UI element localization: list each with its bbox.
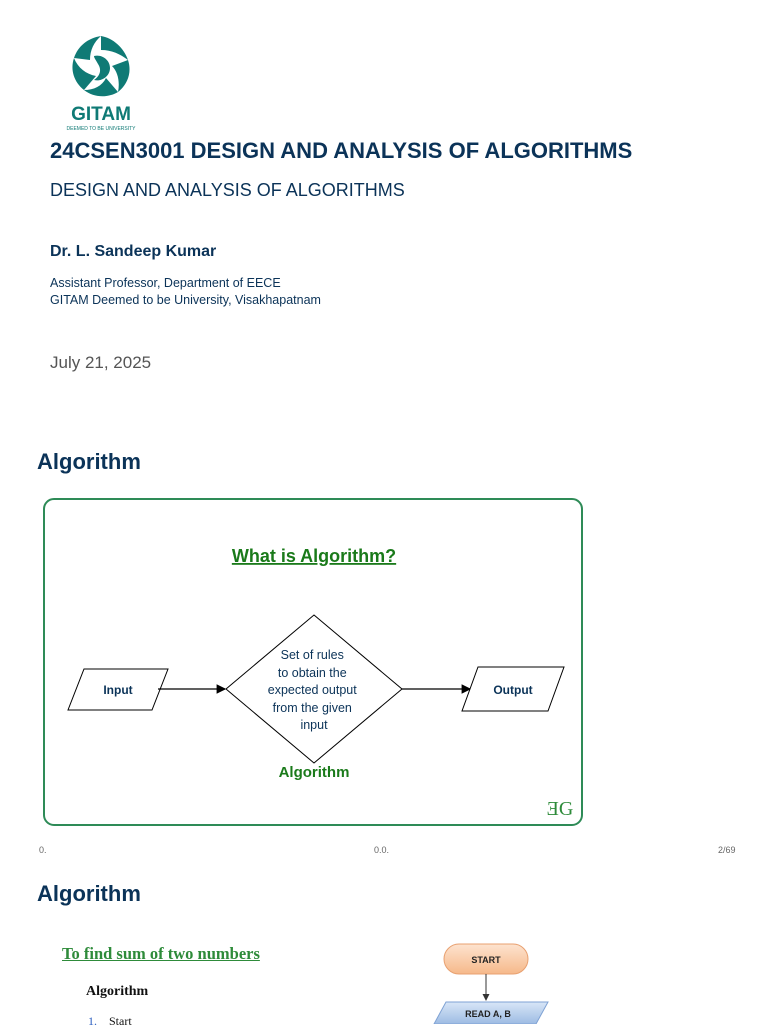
output-label: Output <box>493 683 533 697</box>
logo-text: GITAM <box>71 104 131 125</box>
slide-heading: Algorithm <box>37 449 141 474</box>
gitam-emblem-icon <box>58 26 144 134</box>
course-subtitle: DESIGN AND ANALYSIS OF ALGORITHMS <box>50 180 405 200</box>
diamond-text: Set of rules to obtain the expected output from the given input <box>267 648 357 732</box>
affiliation-line-1: Assistant Professor, Department of EECE <box>50 276 281 290</box>
watermark-logo: ƎG <box>546 798 574 820</box>
slide-heading: Algorithm <box>37 881 141 906</box>
input-label: Input <box>103 683 133 697</box>
page-number: 2/69 <box>718 845 736 855</box>
start-label: START <box>471 955 501 965</box>
footer-left: 0. <box>39 845 47 855</box>
algorithm-step <box>88 1014 132 1029</box>
algorithm-diagram <box>42 497 586 829</box>
algorithm-label: Algorithm <box>86 984 149 999</box>
step-number: 1. <box>88 1014 97 1028</box>
author-name: Dr. L. Sandeep Kumar <box>50 243 217 260</box>
gitam-logo <box>58 26 144 134</box>
logo-tagline: DEEMED TO BE UNIVERSITY <box>66 126 136 132</box>
diagram-caption: Algorithm <box>278 764 350 781</box>
course-title: 24CSEN3001 DESIGN AND ANALYSIS OF ALGORITHMS <box>50 138 633 163</box>
affiliation-line-2: GITAM Deemed to be University, Visakhapatnam <box>50 293 321 307</box>
presentation-date: July 21, 2025 <box>50 353 152 372</box>
footer-middle: 0.0. <box>374 845 390 855</box>
sum-flowchart <box>430 940 550 1024</box>
step-text: Start <box>109 1014 132 1028</box>
read-label: READ A, B <box>465 1009 511 1019</box>
slide-subtitle: To find sum of two numbers <box>62 944 260 963</box>
diagram-title: What is Algorithm? <box>231 546 397 566</box>
